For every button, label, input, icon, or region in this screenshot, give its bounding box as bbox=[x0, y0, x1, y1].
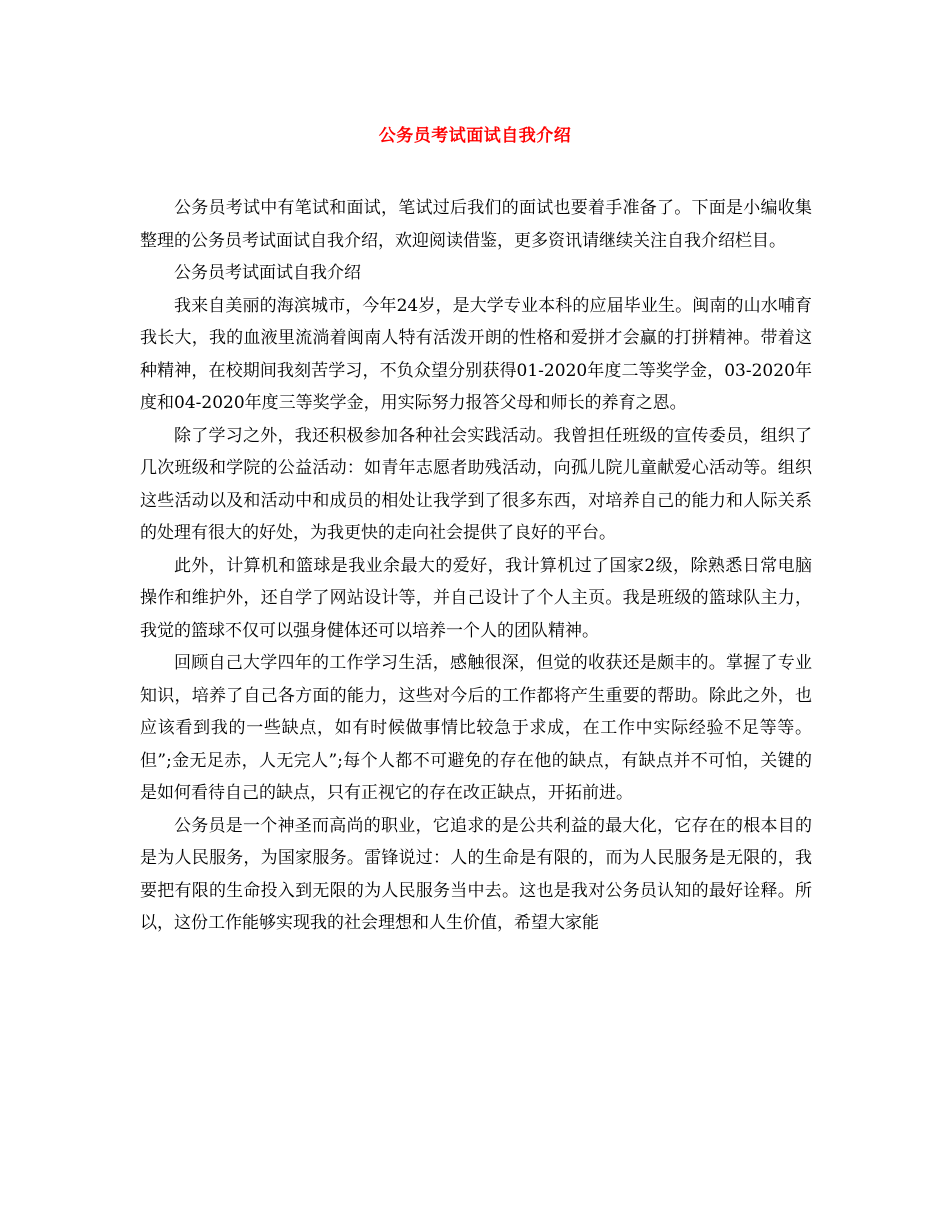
document-body bbox=[140, 192, 812, 940]
paragraph-subheading: 公务员考试面试自我介绍 bbox=[174, 263, 361, 283]
paragraph-civil-service: 公务员是一个神圣而高尚的职业，它追求的是公共利益的最大化，它存在的根本目的是为人民服务，为国家服务。雷锋说过：人的生命是有限的，而为人民服务是无限的，我要把有限的生命投入到无限的为人民服务当中去。这也是我对公务员认知的最好诠释。所以，这份工作能够实现我的社会理想和人生价值，希望大家能 bbox=[140, 815, 812, 933]
paragraph-hobbies: 此外，计算机和篮球是我业余最大的爱好，我计算机过了国家2级，除熟悉日常电脑操作和维护外，还自学了网站设计等，并自己设计了个人主页。我是班级的篮球队主力，我觉的篮球不仅可以强身健体还可以培养一个人的团队精神。 bbox=[140, 555, 812, 641]
paragraph-activities: 除了学习之外，我还积极参加各种社会实践活动。我曾担任班级的宣传委员，组织了几次班级和学院的公益活动：如青年志愿者助残活动，向孤儿院儿童献爱心活动等。组织这些活动以及和活动中和成员的相处让我学到了很多东西，对培养自己的能力和人际关系的处理有很大的好处，为我更快的走向社会提供了良好的平台。 bbox=[140, 425, 812, 543]
document-title: 公务员考试面试自我介绍 bbox=[378, 126, 572, 146]
paragraph-intro: 公务员考试中有笔试和面试，笔试过后我们的面试也要着手准备了。下面是小编收集整理的公务员考试面试自我介绍，欢迎阅读借鉴，更多资讯请继续关注自我介绍栏目。 bbox=[140, 198, 812, 251]
paragraph-background: 我来自美丽的海滨城市，今年24岁，是大学专业本科的应届毕业生。闽南的山水哺育我长大，我的血液里流淌着闽南人特有活泼开朗的性格和爱拼才会赢的打拼精神。带着这种精神，在校期间我刻苦学习，不负众望分别获得01-2020年度二等奖学金，03-2020年度和04-2020年度三等奖学金，用实际努力报答父母和师长的养育之恩。 bbox=[140, 295, 812, 413]
paragraph-reflection: 回顾自己大学四年的工作学习生活，感触很深，但觉的收获还是颇丰的。掌握了专业知识，培养了自己各方面的能力，这些对今后的工作都将产生重要的帮助。除此之外，也应该看到我的一些缺点，如有时候做事情比较急于求成，在工作中实际经验不足等等。但”;金无足赤，人无完人”;每个人都不可避免的存在他的缺点，有缺点并不可怕，关键的是如何看待自己的缺点，只有正视它的存在改正缺点，开拓前进。 bbox=[140, 653, 812, 803]
